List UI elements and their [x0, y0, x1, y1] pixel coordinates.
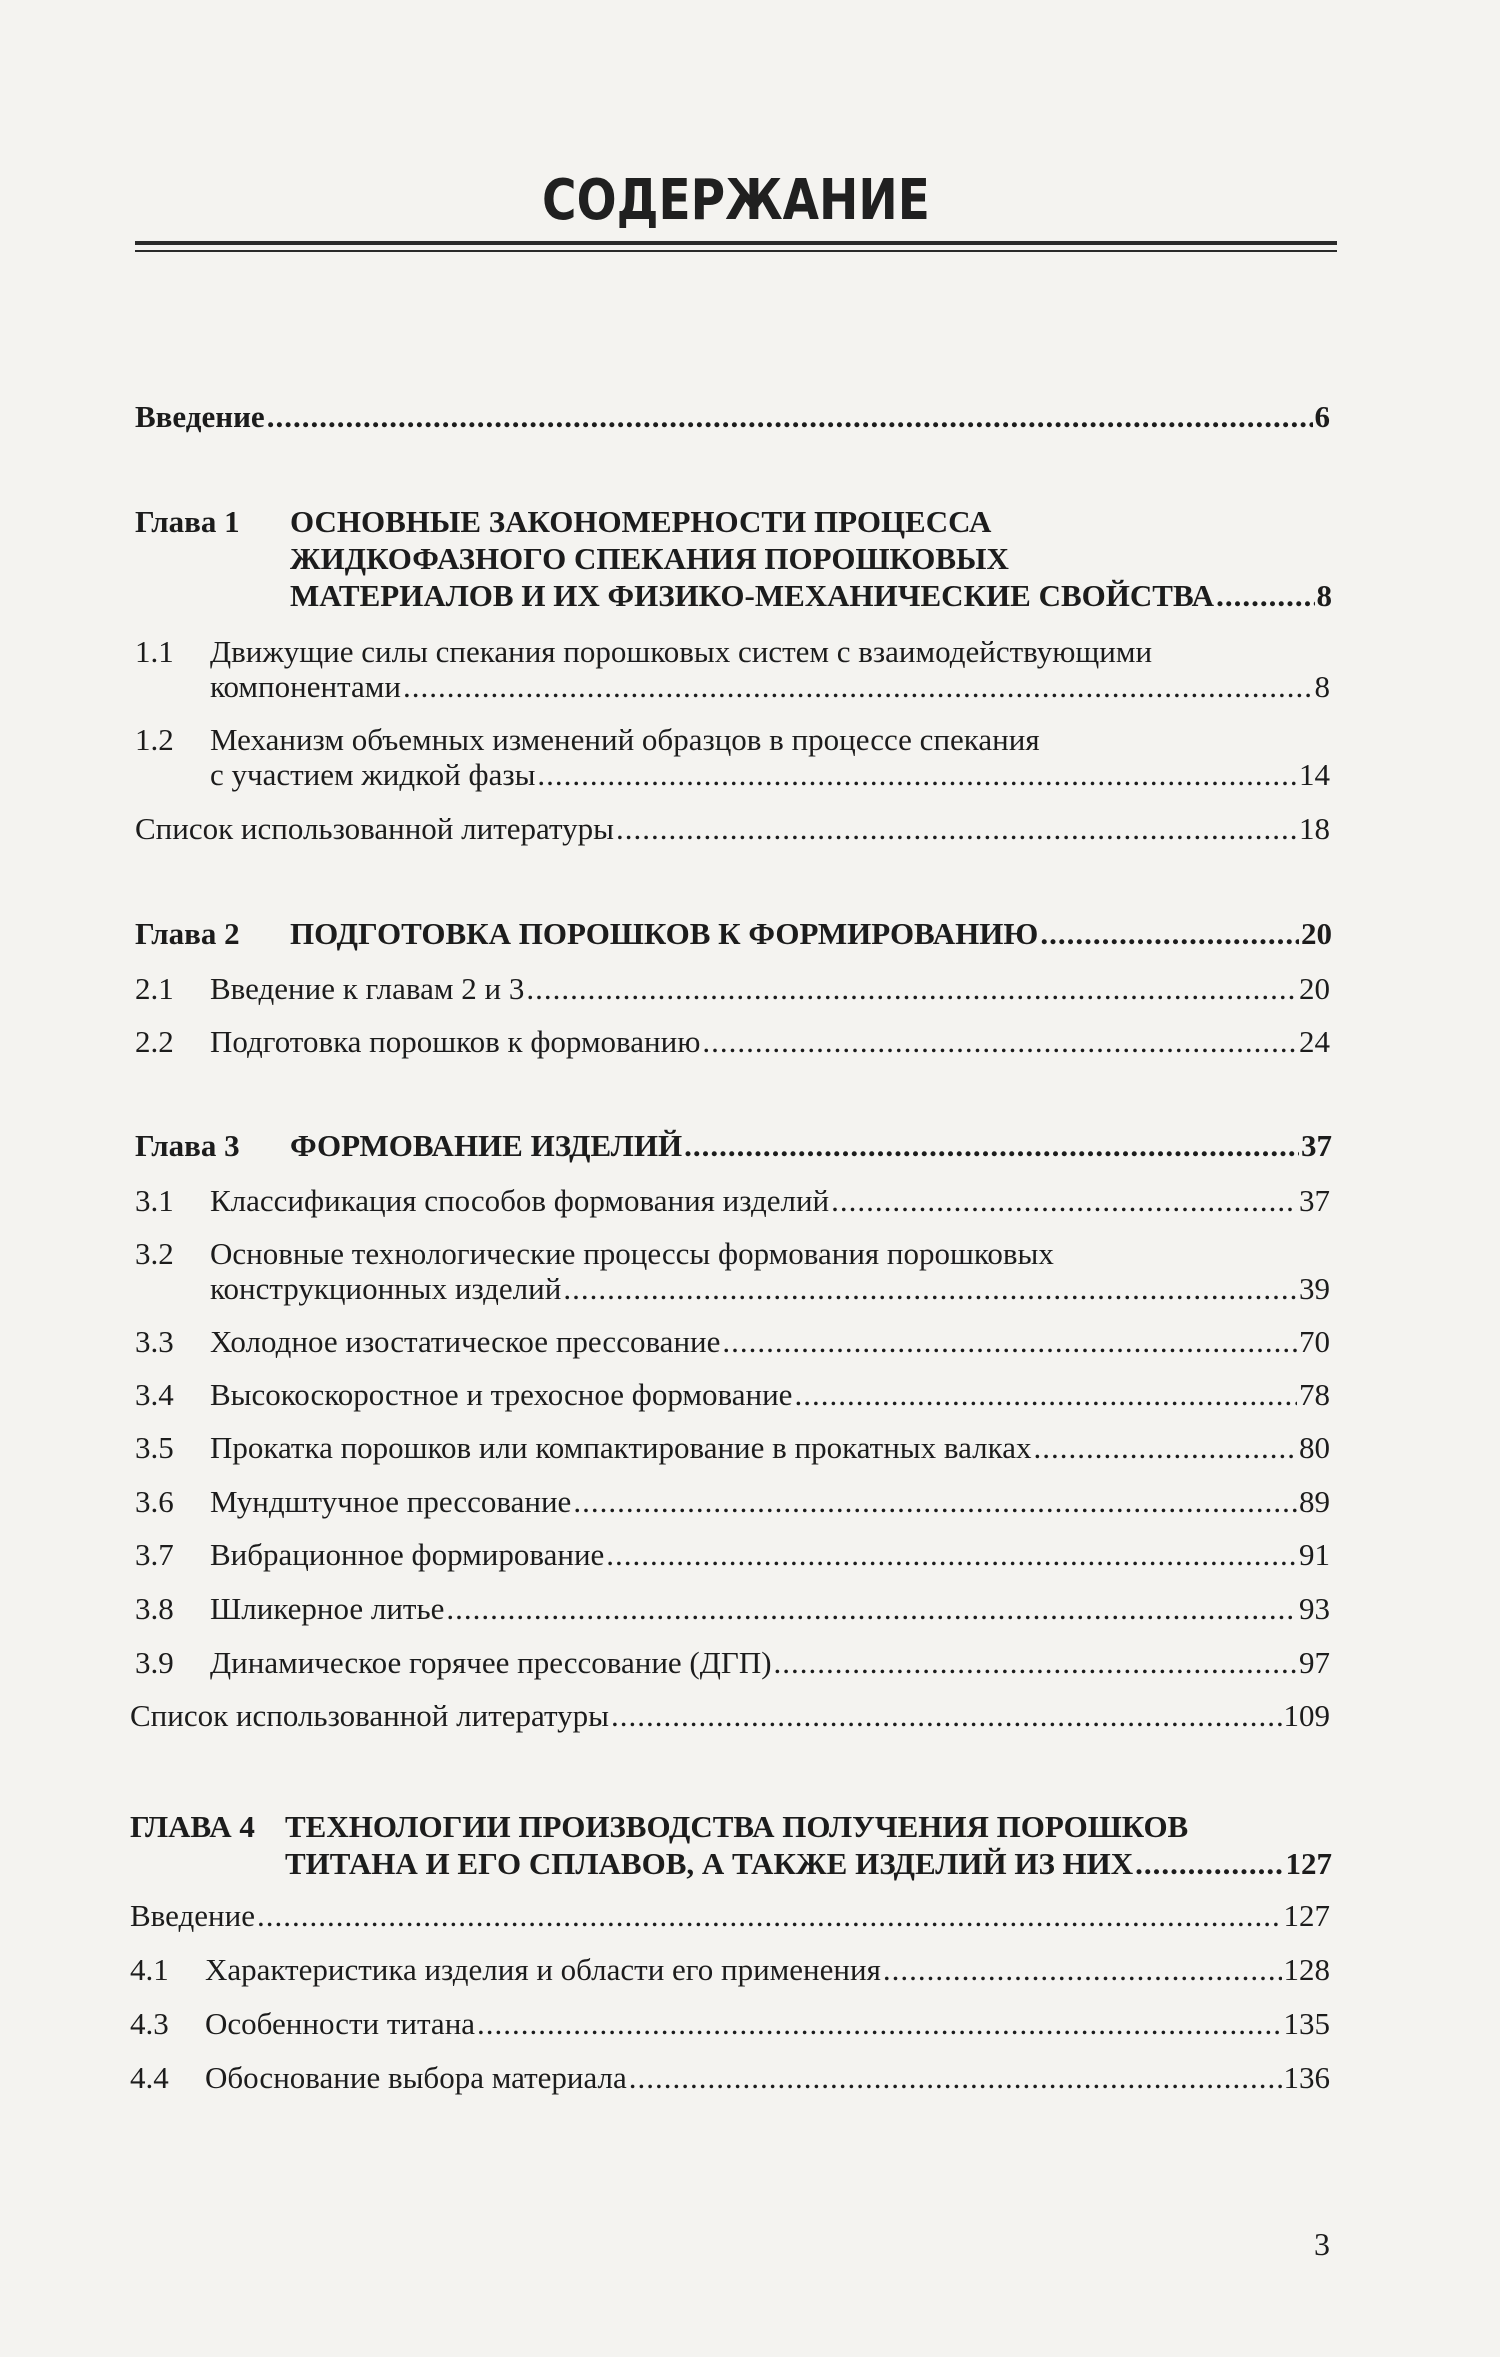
chapter-label: Глава 2 — [135, 916, 240, 951]
section-number: 1.2 — [135, 722, 174, 757]
section-number: 3.5 — [135, 1430, 174, 1465]
section-number: 3.8 — [135, 1591, 174, 1626]
toc-page-number: 18 — [1299, 811, 1330, 846]
toc-entry-3-4[interactable] — [210, 1376, 1330, 1414]
dot-leader — [563, 1270, 1297, 1308]
section-number: 4.4 — [130, 2060, 169, 2095]
section-title: Прокатка порошков или компактирование в прокатных валках — [210, 1430, 1032, 1465]
toc-entry-1-1[interactable] — [210, 668, 1330, 706]
toc-page-number: 70 — [1299, 1324, 1330, 1359]
section-title: Обоснование выбора материала — [205, 2060, 627, 2095]
chapter-title-line: ТИТАНА И ЕГО СПЛАВОВ, А ТАКЖЕ ИЗДЕЛИЙ ИЗ НИХ — [285, 1846, 1134, 1881]
toc-entry-3-1[interactable] — [210, 1182, 1330, 1220]
section-title-line: Основные технологические процессы формования порошковых — [210, 1236, 1054, 1271]
section-title-line: с участием жидкой фазы — [210, 757, 536, 792]
section-title: Шликерное литье — [210, 1591, 445, 1626]
toc-page-number: 91 — [1299, 1537, 1330, 1572]
toc-entry-chapter1[interactable] — [290, 577, 1332, 615]
dot-leader — [477, 2005, 1281, 2043]
section-title-line: Механизм объемных изменений образцов в процессе спекания — [210, 722, 1040, 757]
toc-page-number: 127 — [1285, 1846, 1332, 1881]
toc-entry-3-2[interactable] — [210, 1270, 1330, 1308]
page-number: 3 — [1314, 2226, 1330, 2262]
dot-leader — [403, 668, 1313, 706]
toc-page-number: 37 — [1301, 1128, 1332, 1163]
toc-page-number: 6 — [1314, 399, 1330, 434]
toc-entry-refs-3[interactable] — [130, 1697, 1330, 1735]
chapter-label: ГЛАВА 4 — [130, 1809, 255, 1844]
toc-entry-4-4[interactable] — [205, 2059, 1330, 2097]
section-number: 3.9 — [135, 1645, 174, 1680]
section-title-line: Движущие силы спекания порошковых систем с взаимодействующими — [210, 634, 1153, 669]
toc-page-number: 80 — [1299, 1430, 1330, 1465]
dot-leader — [1135, 1845, 1283, 1883]
toc-entry-label: Введение — [130, 1898, 255, 1933]
dot-leader — [1033, 1429, 1297, 1467]
toc-page-number: 78 — [1299, 1377, 1330, 1412]
toc-page-number: 39 — [1299, 1271, 1330, 1306]
section-title-line: конструкционных изделий — [210, 1271, 562, 1306]
dot-leader — [831, 1182, 1297, 1220]
section-number: 2.1 — [135, 971, 174, 1006]
section-title: Динамическое горячее прессование (ДГП) — [210, 1645, 772, 1680]
dot-leader — [611, 1697, 1282, 1735]
chapter-title-line: МАТЕРИАЛОВ И ИХ ФИЗИКО-МЕХАНИЧЕСКИЕ СВОЙСТВА — [290, 578, 1215, 613]
dot-leader — [774, 1644, 1297, 1682]
toc-page-number: 24 — [1299, 1024, 1330, 1059]
chapter-label: Глава 3 — [135, 1128, 240, 1163]
toc-entry-3-6[interactable] — [210, 1483, 1330, 1521]
toc-entry-label: Список использованной литературы — [130, 1698, 609, 1733]
toc-page-number: 109 — [1283, 1698, 1330, 1733]
toc-entry-3-7[interactable] — [210, 1536, 1330, 1574]
toc-entry-chapter2[interactable] — [290, 915, 1332, 953]
chapter-title-line: ОСНОВНЫЕ ЗАКОНОМЕРНОСТИ ПРОЦЕССА — [290, 504, 992, 539]
toc-entry-2-1[interactable] — [210, 970, 1330, 1008]
page-title: СОДЕРЖАНИЕ — [542, 168, 930, 233]
dot-leader — [794, 1376, 1297, 1414]
section-title: Особенности титана — [205, 2006, 476, 2041]
chapter-title-line: ТЕХНОЛОГИИ ПРОИЗВОДСТВА ПОЛУЧЕНИЯ ПОРОШКОВ — [285, 1809, 1189, 1844]
chapter-title-line: ПОДГОТОВКА ПОРОШКОВ К ФОРМИРОВАНИЮ — [290, 916, 1039, 951]
toc-entry-3-5[interactable] — [210, 1429, 1330, 1467]
chapter-title-line: ФОРМОВАНИЕ ИЗДЕЛИЙ — [290, 1128, 683, 1163]
dot-leader — [267, 398, 1313, 436]
toc-page-number: 8 — [1316, 578, 1332, 613]
toc-entry-4-3[interactable] — [205, 2005, 1330, 2043]
toc-page-number: 127 — [1283, 1898, 1330, 1933]
section-title: Введение к главам 2 и 3 — [210, 971, 525, 1006]
section-number: 3.1 — [135, 1183, 174, 1218]
section-number: 4.3 — [130, 2006, 169, 2041]
toc-entry-3-9[interactable] — [210, 1644, 1330, 1682]
toc-entry-intro[interactable] — [135, 398, 1330, 436]
section-number: 3.2 — [135, 1236, 174, 1271]
chapter-title-line: ЖИДКОФАЗНОГО СПЕКАНИЯ ПОРОШКОВЫХ — [290, 541, 1009, 576]
dot-leader — [257, 1897, 1282, 1935]
dot-leader — [1216, 577, 1314, 615]
toc-page-number: 93 — [1299, 1591, 1330, 1626]
dot-leader — [629, 2059, 1282, 2097]
dot-leader — [526, 970, 1297, 1008]
dot-leader — [446, 1590, 1297, 1628]
section-number: 3.4 — [135, 1377, 174, 1412]
dot-leader — [684, 1127, 1299, 1165]
toc-entry-chapter4[interactable] — [285, 1845, 1332, 1883]
toc-page-number: 8 — [1314, 669, 1330, 704]
dot-leader — [616, 810, 1297, 848]
section-number: 4.1 — [130, 1952, 169, 1987]
toc-entry-chapter3[interactable] — [290, 1127, 1332, 1165]
section-number: 1.1 — [135, 634, 174, 669]
section-number: 2.2 — [135, 1024, 174, 1059]
chapter-label: Глава 1 — [135, 504, 240, 539]
section-title: Классификация способов формования изделий — [210, 1183, 830, 1218]
toc-entry-1-2[interactable] — [210, 756, 1330, 794]
toc-entry-3-8[interactable] — [210, 1590, 1330, 1628]
section-title: Высокоскоростное и трехосное формование — [210, 1377, 793, 1412]
toc-page-number: 20 — [1301, 916, 1332, 951]
toc-page-number: 128 — [1283, 1952, 1330, 1987]
dot-leader — [1040, 915, 1299, 953]
toc-entry-refs-1[interactable] — [135, 810, 1330, 848]
title-rule-thick — [135, 241, 1337, 245]
section-title: Мундштучное прессование — [210, 1484, 572, 1519]
toc-entry-label: Введение — [135, 399, 265, 434]
toc-entry-intro-4[interactable] — [130, 1897, 1330, 1935]
section-title: Вибрационное формирование — [210, 1537, 605, 1572]
toc-page-number: 97 — [1299, 1645, 1330, 1680]
toc-entry-4-1[interactable] — [205, 1951, 1330, 1989]
toc-entry-3-3[interactable] — [210, 1323, 1330, 1361]
section-number: 3.7 — [135, 1537, 174, 1572]
toc-page-number: 37 — [1299, 1183, 1330, 1218]
section-number: 3.3 — [135, 1324, 174, 1359]
dot-leader — [573, 1483, 1297, 1521]
toc-entry-2-2[interactable] — [210, 1023, 1330, 1061]
toc-entry-label: Список использованной литературы — [135, 811, 614, 846]
toc-page-number: 136 — [1283, 2060, 1330, 2095]
title-rule-thin — [135, 250, 1337, 252]
dot-leader — [883, 1951, 1282, 1989]
section-number: 3.6 — [135, 1484, 174, 1519]
dot-leader — [537, 756, 1297, 794]
dot-leader — [702, 1023, 1297, 1061]
section-title: Подготовка порошков к формованию — [210, 1024, 701, 1059]
section-title: Холодное изостатическое прессование — [210, 1324, 721, 1359]
dot-leader — [722, 1323, 1297, 1361]
section-title: Характеристика изделия и области его применения — [205, 1952, 881, 1987]
toc-page-number: 14 — [1299, 757, 1330, 792]
toc-page-number: 20 — [1299, 971, 1330, 1006]
toc-page-number: 89 — [1299, 1484, 1330, 1519]
dot-leader — [606, 1536, 1297, 1574]
toc-page-number: 135 — [1283, 2006, 1330, 2041]
section-title-line: компонентами — [210, 669, 401, 704]
